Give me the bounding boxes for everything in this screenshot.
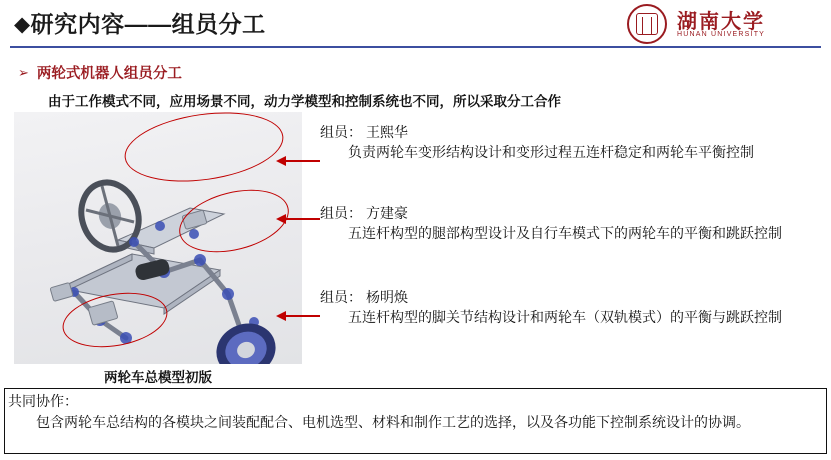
member-desc-3: 五连杆构型的脚关节结构设计和两轮车（双轨模式）的平衡与跳跃控制 [348,309,782,326]
member-head-3 [320,287,818,307]
slide-header [0,0,831,52]
university-name-en: HUNAN UNIVERSITY [677,31,766,38]
page-title [14,6,266,39]
member-name-3: 杨明焕 [366,289,408,305]
member-block-1 [320,122,818,163]
member-desc-1: 负责两轮车变形结构设计和变形过程五连杆稳定和两轮车平衡控制 [348,144,754,161]
section-subtitle: 由于工作模式不同，应用场景不同，动力学模型和控制系统也不同，所以采取分工合作 [48,94,561,109]
page-title-text: 研究内容——组员分工 [30,11,266,37]
member-block-3 [320,287,818,328]
university-seal-icon [627,4,667,44]
member-label-3: 组员： [320,289,362,305]
member-head-2 [320,203,818,223]
annotation-arrow-2 [285,218,320,220]
member-label-2: 组员： [320,205,362,221]
annotation-arrow-3 [285,315,320,317]
collaboration-body: 包含两轮车总结构的各模块之间装配配合、电机选型、材料和制作工艺的选择，以及各功能下控制系统设计的协调。 [36,414,750,430]
member-head-1 [320,122,818,142]
member-label-1: 组员： [320,124,362,140]
figure-caption: 两轮车总模型初版 [104,370,212,385]
diamond-icon: ◆ [14,13,31,36]
collaboration-title: 共同协作： [8,393,78,409]
section-bullet-label: 两轮式机器人组员分工 [36,66,182,82]
annotation-arrow-1 [285,160,320,162]
university-name-cn: 湖南大学 [677,9,765,33]
university-logo [627,3,817,47]
member-block-2 [320,203,818,244]
member-name-1: 王熙华 [366,124,408,140]
member-desc-2: 五连杆构型的腿部构型设计及自行车模式下的两轮车的平衡和跳跃控制 [348,225,782,242]
member-name-2: 方建豪 [366,205,408,221]
section-bullet [18,62,182,83]
header-divider [10,46,821,48]
arrow-bullet-icon: ➢ [18,65,29,80]
